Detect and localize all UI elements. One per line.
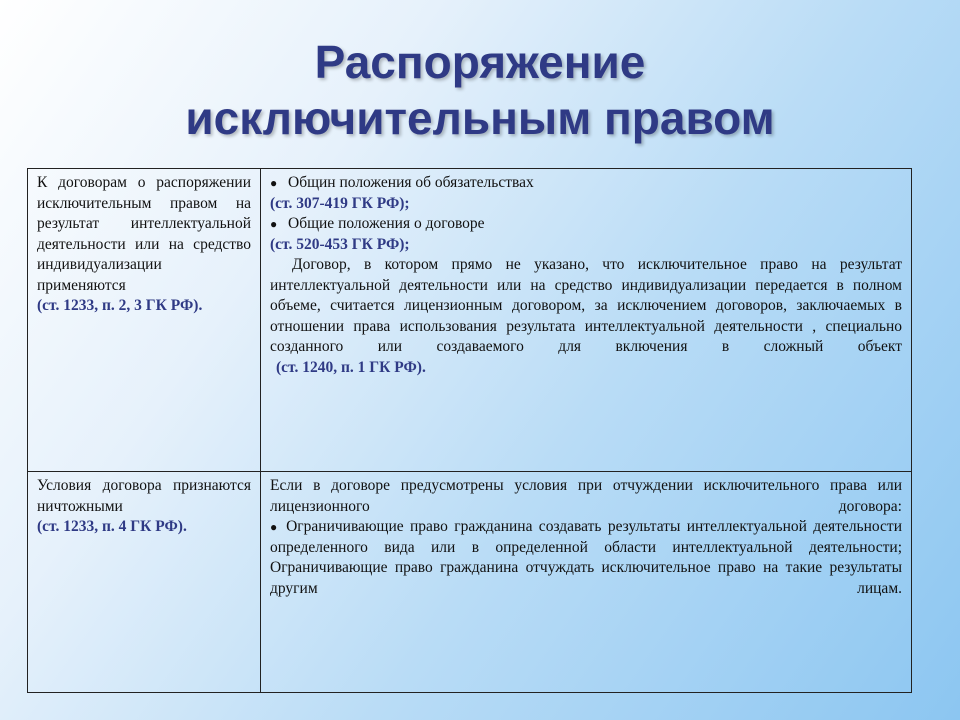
title-line-1: Распоряжение	[314, 36, 646, 88]
bullet-icon: ●	[270, 520, 280, 534]
row1-left-text: К договорам о распоряжении исключительным правом на результат интеллектуальной деятельности или на средство индивидуализации применяются	[37, 174, 251, 294]
row2-left-ref: (ст. 1233, п. 4 ГК РФ).	[37, 518, 187, 535]
row1-item-2-text: Общие положения о договоре	[288, 215, 485, 232]
row1-paragraph: Договор, в котором прямо не указано, что исключительное право на результат интеллектуальной деятельности или на средство индивидуализации передается в полном объеме, считается лицензионным договором, за исключением договоров, заключаемых в отношении права использования результата интеллектуальной деятельности , специально созданного или создаваемого для включения в сложный объект	[270, 256, 902, 355]
row1-right-cell	[261, 169, 912, 472]
content-table	[27, 168, 912, 693]
table-row	[28, 169, 912, 472]
slide-title	[0, 34, 960, 146]
row1-item-1-text: Общин положения об обязательствах	[288, 174, 534, 191]
row2-intro: Если в договоре предусмотрены условия при отчуждении исключительного права или лицензионного договора:	[270, 477, 902, 515]
row1-item-2-ref: (ст. 520-453 ГК РФ);	[270, 235, 410, 253]
row1-item-1-ref: (ст. 307-419 ГК РФ);	[270, 194, 410, 212]
row1-item-2	[270, 214, 902, 235]
row2-item-text: Ограничивающие право гражданина создавать результаты интеллектуальной деятельности определенного вида или в определенной области интеллектуальной деятельности;	[270, 518, 902, 556]
bullet-icon: ●	[270, 176, 278, 190]
row1-item-1	[270, 173, 902, 194]
row2-left-text: Условия договора признаются ничтожными	[37, 477, 251, 515]
row1-left-cell	[28, 169, 261, 472]
row1-left-ref: (ст. 1233, п. 2, 3 ГК РФ).	[37, 297, 203, 314]
title-line-2: исключительным правом	[185, 92, 775, 144]
row2-right-cell	[261, 472, 912, 693]
bullet-icon: ●	[270, 217, 278, 231]
row2-item	[270, 517, 902, 558]
table-row	[28, 472, 912, 693]
row2-last: Ограничивающие право гражданина отчуждать исключительное право на такие результаты другим лицам.	[270, 559, 902, 597]
row2-left-cell	[28, 472, 261, 693]
row1-paragraph-ref: (ст. 1240, п. 1 ГК РФ).	[276, 358, 426, 376]
